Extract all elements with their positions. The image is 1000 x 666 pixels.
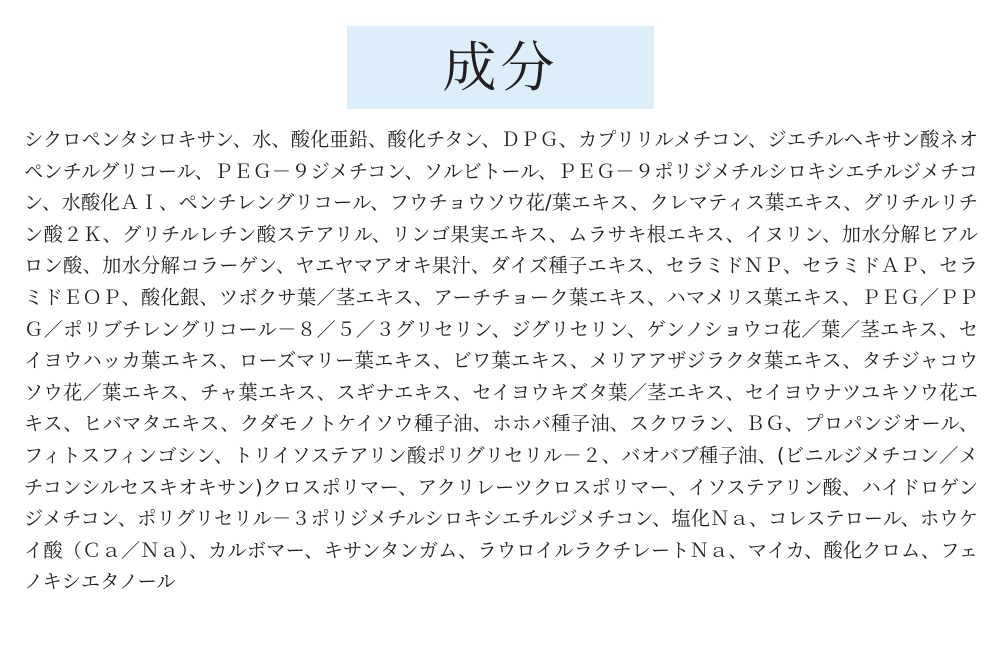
ingredients-list-text: シクロペンタシロキサン、水、酸化亜鉛、酸化チタン、ＤＰＧ、カプリリルメチコン、ジエチルヘキサン酸ネオペンチルグリコール、ＰＥＧ－９ジメチコン、ソルビトール、ＰＥＧ－９ポリジメチルシロキシエチルジメチコン、水酸化ＡＩ、ペンチレングリコール、フウチョウソウ花/葉エキス、クレマティス葉エキス、グリチルリチン酸２Ｋ、グリチルレチン酸ステアリル、リンゴ果実エキス、ムラサキ根エキス、イヌリン、加水分解ヒアルロン酸、加水分解コラーゲン、ヤエヤマアオキ果汁、ダイズ種子エキス、セラミドＮＰ、セラミドＡＰ、セラミドＥＯＰ、酸化銀、ツボクサ葉／茎エキス、アーチチョーク葉エキス、ハマメリス葉エキス、ＰＥＧ／ＰＰＧ／ポリブチレングリコール－８／５／３グリセリン、ジグリセリン、ゲンノショウコ花／葉／茎エキス、セイヨウハッカ葉エキス、ローズマリー葉エキス、ビワ葉エキス、メリアアザジラクタ葉エキス、タチジャコウソウ花／葉エキス、チャ葉エキス、スギナエキス、セイヨウキズタ葉／茎エキス、セイヨウナツユキソウ花エキス、ヒバマタエキス、クダモノトケイソウ種子油、ホホバ種子油、スクワラン、ＢＧ、プロパンジオール、フィトスフィンゴシン、トリイソステアリン酸ポリグリセリル－２、バオバブ種子油、(ビニルジメチコン／メチコンシルセスキオキサン)クロスポリマー、アクリレーツクロスポリマー、イソステアリン酸、ハイドロゲンジメチコン、ポリグリセリル－３ポリジメチルシロキシエチルジメチコン、塩化Ｎａ、コレステロール、ホウケイ酸（Ｃａ／Ｎａ）、カルボマー、キサンタンガム、ラウロイルラクチレートＮａ、マイカ、酸化クロム、フェノキシエタノール (24, 128, 978, 594)
page-title: 成分 (442, 35, 559, 99)
